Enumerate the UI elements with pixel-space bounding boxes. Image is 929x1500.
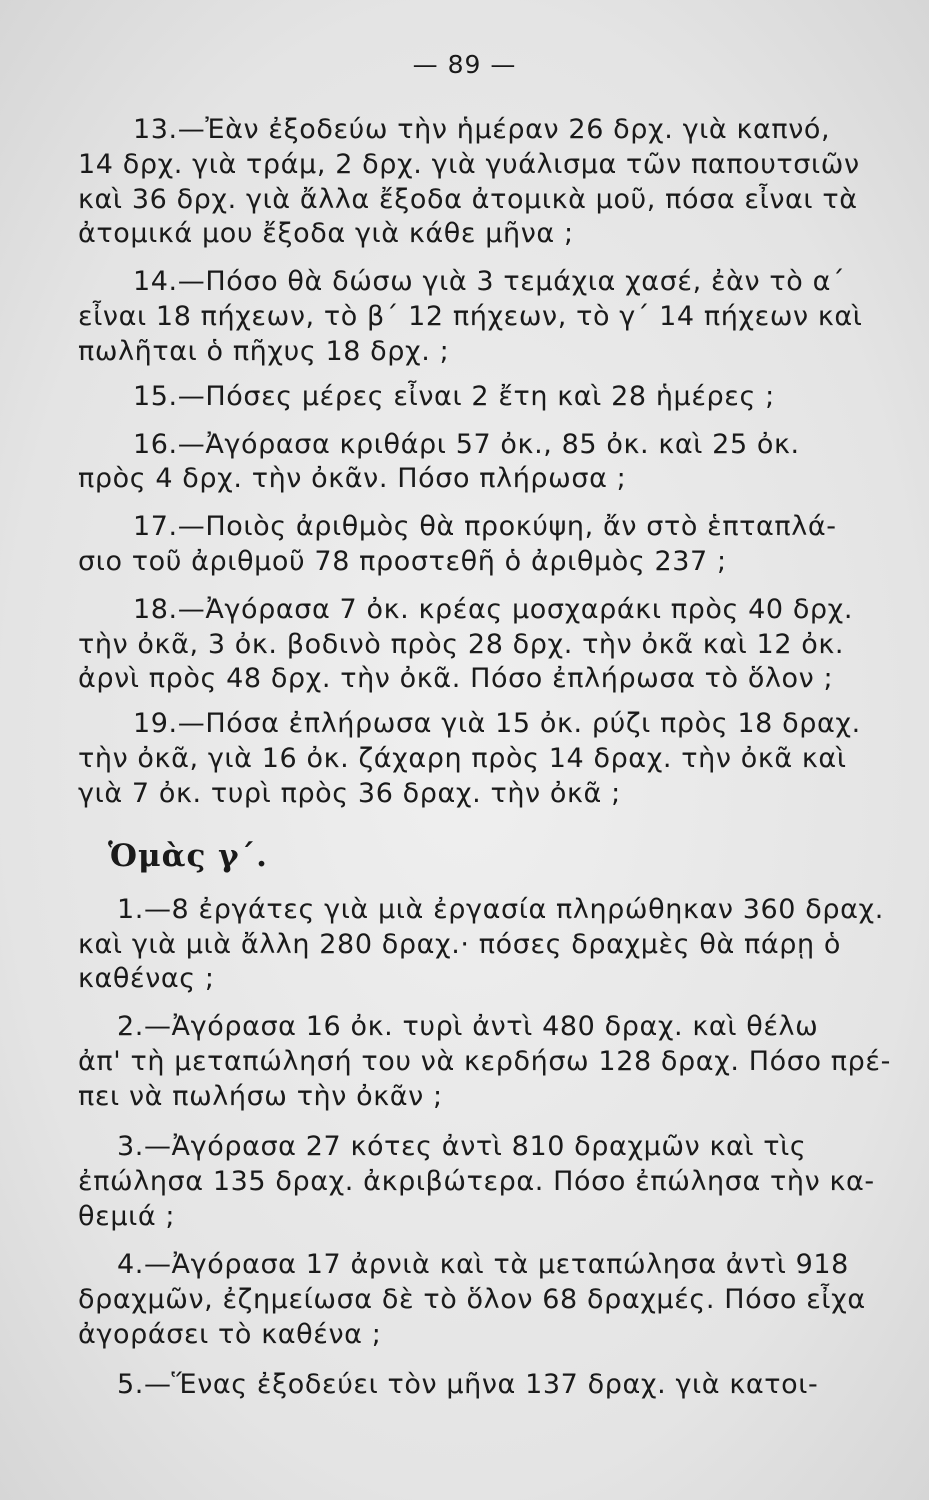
group-problem-3-line-3: θεμιά ;	[78, 1201, 176, 1232]
group-problem-1-line-2: καὶ γιὰ μιὰ ἄλλη 280 δραχ.· πόσες δραχμὲς θὰ πάρῃ ὁ	[78, 929, 842, 960]
problem-14-line-3: πωλῆται ὁ πῆχυς 18 δρχ. ;	[78, 336, 450, 367]
group-problem-2-line-3: πει νὰ πωλήσω τὴν ὀκᾶν ;	[78, 1081, 443, 1112]
group-problem-2-line-1: 2.—Ἀγόρασα 16 ὀκ. τυρὶ ἀντὶ 480 δραχ. καὶ θέλω	[117, 1011, 819, 1042]
problem-13-line-4: ἀτομικά μου ἔξοδα γιὰ κάθε μῆνα ;	[78, 218, 574, 249]
group-problem-1-line-3: καθένας ;	[78, 963, 215, 994]
problem-18-line-1: 18.—Ἀγόρασα 7 ὀκ. κρέας μοσχαράκι πρὸς 40 δρχ.	[133, 594, 854, 625]
problem-19-line-1: 19.—Πόσα ἐπλήρωσα γιὰ 15 ὀκ. ρύζι πρὸς 18 δραχ.	[133, 708, 861, 739]
group-problem-2-line-2: ἀπ' τὴ μεταπώλησή του νὰ κερδήσω 128 δραχ. Πόσο πρέ-	[78, 1046, 891, 1077]
problem-16-line-1: 16.—Ἀγόρασα κριθάρι 57 ὀκ., 85 ὀκ. καὶ 25 ὀκ.	[133, 429, 800, 460]
problem-17-line-1: 17.—Ποιὸς ἀριθμὸς θὰ προκύψη, ἄν στὸ ἑπταπλά-	[133, 511, 837, 542]
problem-18-line-3: ἀρνὶ πρὸς 48 δρχ. τὴν ὀκᾶ. Πόσο ἐπλήρωσα τὸ ὅλον ;	[78, 663, 834, 694]
problem-17-line-2: σιο τοῦ ἀριθμοῦ 78 προστεθῆ ὁ ἀριθμὸς 237 ;	[78, 546, 727, 577]
problem-19-line-2: τὴν ὀκᾶ, γιὰ 16 ὀκ. ζάχαρη πρὸς 14 δραχ. τὴν ὀκᾶ καὶ	[78, 743, 847, 774]
group-problem-4-line-3: ἀγοράσει τὸ καθένα ;	[78, 1319, 382, 1350]
group-problem-1-line-1: 1.—8 ἐργάτες γιὰ μιὰ ἐργασία πληρώθηκαν 360 δραχ.	[117, 894, 884, 925]
group-problem-4-line-2: δραχμῶν, ἐζημείωσα δὲ τὸ ὅλον 68 δραχμές. Πόσο εἶχα	[78, 1284, 866, 1315]
page-number: — 89 —	[412, 50, 517, 79]
group-problem-5-line-1: 5.—Ἕνας ἐξοδεύει τὸν μῆνα 137 δραχ. γιὰ κατοι-	[117, 1369, 819, 1400]
problem-15-line-1: 15.—Πόσες μέρες εἶναι 2 ἔτη καὶ 28 ἡμέρες ;	[133, 381, 775, 412]
problem-13-line-2: 14 δρχ. γιὰ τράμ, 2 δρχ. γιὰ γυάλισμα τῶν παπουτσιῶν	[78, 149, 860, 180]
group-problem-3-line-2: ἐπώλησα 135 δραχ. ἀκριβώτερα. Πόσο ἐπώλησα τὴν κα-	[78, 1166, 875, 1197]
problem-13-line-1: 13.—Ἐὰν ἐξοδεύω τὴν ἡμέραν 26 δρχ. γιὰ καπνό,	[133, 114, 831, 145]
group-problem-3-line-1: 3.—Ἀγόρασα 27 κότες ἀντὶ 810 δραχμῶν καὶ τὶς	[117, 1131, 807, 1162]
problem-19-line-3: γιὰ 7 ὀκ. τυρὶ πρὸς 36 δραχ. τὴν ὀκᾶ ;	[78, 778, 621, 809]
section-heading: Ὁμὰς γ΄.	[108, 838, 268, 874]
group-problem-4-line-1: 4.—Ἀγόρασα 17 ἀρνιὰ καὶ τὰ μεταπώλησα ἀντὶ 918	[117, 1249, 849, 1280]
problem-14-line-1: 14.—Πόσο θὰ δώσω γιὰ 3 τεμάχια χασέ, ἐὰν τὸ α΄	[133, 266, 846, 297]
problem-13-line-3: καὶ 36 δρχ. γιὰ ἄλλα ἔξοδα ἀτομικὰ μοῦ, πόσα εἶναι τὰ	[78, 184, 858, 215]
problem-18-line-2: τὴν ὀκᾶ, 3 ὀκ. βοδινὸ πρὸς 28 δρχ. τὴν ὀκᾶ καὶ 12 ὀκ.	[78, 629, 845, 660]
problem-16-line-2: πρὸς 4 δρχ. τὴν ὀκᾶν. Πόσο πλήρωσα ;	[78, 463, 627, 494]
problem-14-line-2: εἶναι 18 πήχεων, τὸ β΄ 12 πήχεων, τὸ γ΄ 14 πήχεων καὶ	[78, 301, 863, 332]
